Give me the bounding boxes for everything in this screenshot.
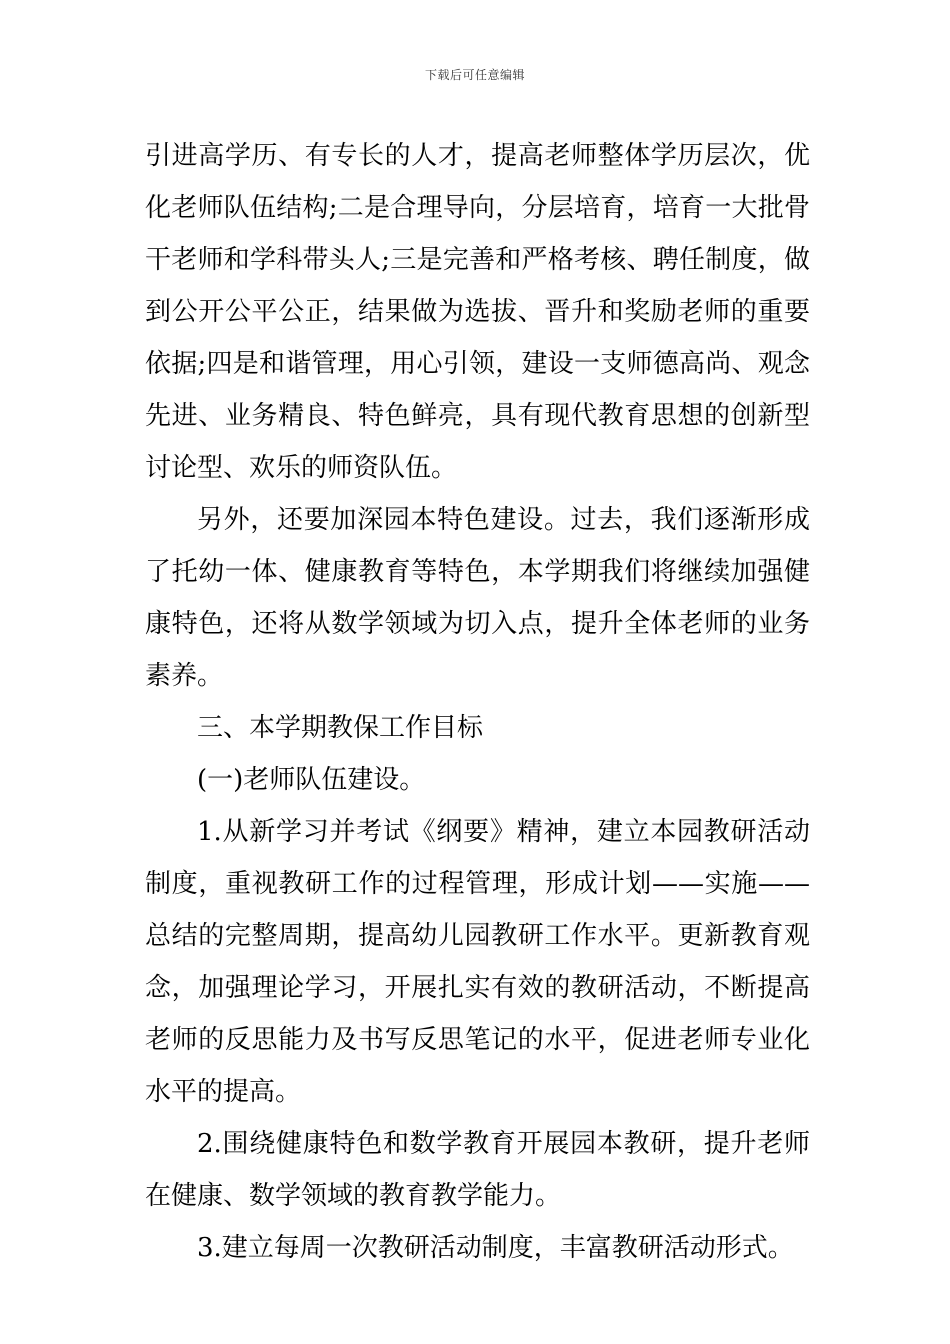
page-header: 下载后可任意编辑	[424, 68, 525, 82]
list-item-3: 3.建立每周一次教研活动制度，丰富教研活动形式。	[197, 1233, 794, 1263]
list-item-2: 2.围绕健康特色和数学教育开展园本教研，提升老师在健康、数学领域的教育教学能力。	[145, 1129, 810, 1211]
paragraph-kindergarten-features: 另外，还要加深园本特色建设。过去，我们逐渐形成了托幼一体、健康教育等特色，本学期我们将继续加强健康特色，还将从数学领域为切入点，提升全体老师的业务素养。	[145, 505, 810, 691]
list-item-1: 1.从新学习并考试《纲要》精神，建立本园教研活动制度，重视教研工作的过程管理，形成计划——实施——总结的完整周期，提高幼儿园教研工作水平。更新教育观念，加强理论学习，开展扎实有效的教研活动，不断提高老师的反思能力及书写反思笔记的水平，促进老师专业化水平的提高。	[145, 817, 810, 1107]
subsection-heading-teacher-team: (一)老师队伍建设。	[197, 765, 426, 795]
section-heading-goals: 三、本学期教保工作目标	[197, 713, 484, 743]
paragraph-teacher-team-measures: 引进高学历、有专长的人才，提高老师整体学历层次，优化老师队伍结构;二是合理导向，分层培育，培育一大批骨干老师和学科带头人;三是完善和严格考核、聘任制度，做到公开公平公正，结果做为选拔、晋升和奖励老师的重要依据;四是和谐管理，用心引领，建设一支师德高尚、观念先进、业务精良、特色鲜亮，具有现代教育思想的创新型讨论型、欢乐的师资队伍。	[145, 141, 810, 483]
document-body	[145, 130, 810, 1274]
